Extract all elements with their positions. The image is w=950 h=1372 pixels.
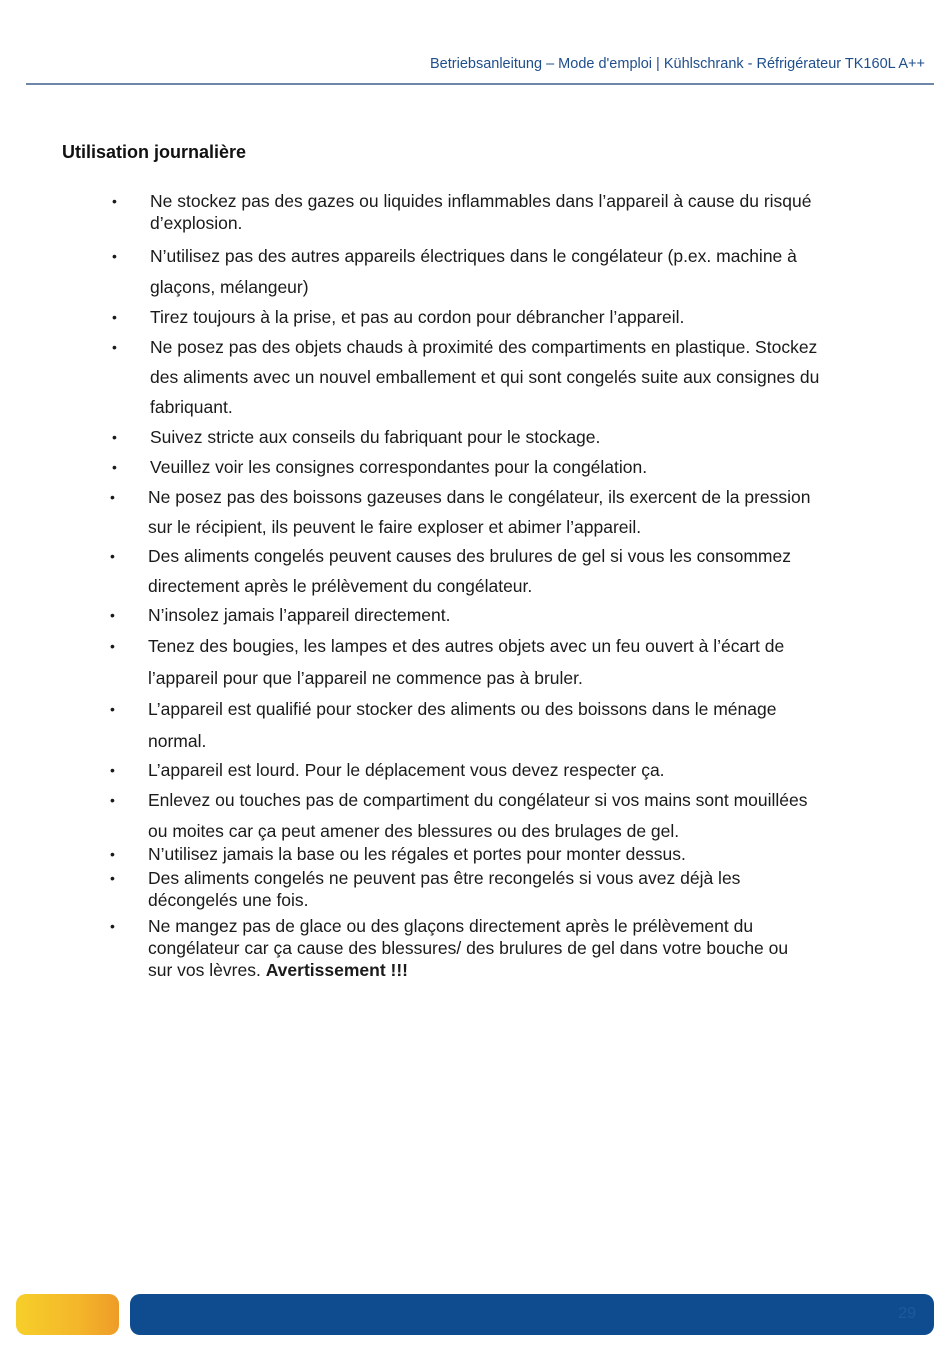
section-title: Utilisation journalière [62,142,247,162]
bullet-item [112,452,648,482]
bullet-line: Ne posez pas des boissons gazeuses dans le congélateur, ils exercent de la pression [148,487,811,507]
bullet-item [110,600,451,630]
bullet-line: sur le récipient, ils peuvent le faire exploser et abimer l’appareil. [148,517,642,537]
bullet-line: Suivez stricte aux conseils du fabriquant pour le stockage. [150,427,601,447]
bullet-dot-icon: • [110,489,115,505]
bullet-line: Ne posez pas des objets chauds à proximité des compartiments en plastique. Stockez [150,337,818,357]
bullet-item [110,482,811,542]
bullet-line: Enlevez ou touches pas de compartiment du congélateur si vos mains sont mouillées [148,790,808,810]
bullet-dot-icon: • [112,339,117,355]
bullet-item [110,867,741,911]
bullet-dot-icon: • [112,459,117,475]
bullet-line: L’appareil est qualifié pour stocker des aliments ou des boissons dans le ménage [148,699,777,719]
bullet-dot-icon: • [110,762,115,778]
bullet-item [112,332,820,422]
bullet-line: des aliments avec un nouvel emballement et qui sont congelés suite aux consignes du [150,367,820,387]
bullet-line: glaçons, mélangeur) [150,277,309,297]
running-header: Betriebsanleitung – Mode d'emploi | Kühlschrank - Réfrigérateur TK160L A++ [430,56,925,72]
bullet-line: Tirez toujours à la prise, et pas au cordon pour débrancher l’appareil. [150,307,685,327]
bullet-item [112,190,812,234]
bullet-dot-icon: • [110,792,115,808]
bullet-item [112,302,685,332]
bullet-line: Ne mangez pas de glace ou des glaçons directement après le prélèvement du [148,916,754,936]
bullet-line: N’utilisez jamais la base ou les régales et portes pour monter dessus. [148,844,686,864]
bullet-line: congélateur car ça cause des blessures/ des brulures de gel dans votre bouche ou [148,938,789,958]
bullet-line: sur vos lèvres. Avertissement !!! [148,960,408,980]
footer-accent-block [16,1294,119,1335]
bullet-dot-icon: • [110,701,115,717]
bullet-dot-icon: • [112,193,117,209]
bullet-dot-icon: • [110,846,115,862]
bullet-dot-icon: • [110,638,115,654]
bullet-item [110,843,686,865]
bullet-line: N’utilisez pas des autres appareils électriques dans le congélateur (p.ex. machine à [150,246,797,266]
bullet-line: L’appareil est lourd. Pour le déplacement vous devez respecter ça. [148,760,665,780]
bullet-line: Tenez des bougies, les lampes et des autres objets avec un feu ouvert à l’écart de [148,636,785,656]
warning-emphasis: Avertissement !!! [265,960,408,980]
bullet-line: décongelés une fois. [148,890,309,910]
bullet-line: directement après le prélèvement du congélateur. [148,576,533,596]
bullet-item [112,241,797,303]
bullet-dot-icon: • [110,548,115,564]
bullet-line: d’explosion. [150,213,243,233]
bullet-dot-icon: • [112,248,117,264]
bullet-line: Des aliments congelés peuvent causes des brulures de gel si vous les consommez [148,546,791,566]
bullet-dot-icon: • [110,607,115,623]
bullet-item [110,755,665,785]
bullet-line: fabriquant. [150,397,233,417]
bullet-dot-icon: • [110,870,115,886]
bullet-line: ou moites car ça peut amener des blessures ou des brulages de gel. [148,821,680,841]
bullet-item [112,422,601,452]
bullet-dot-icon: • [112,309,117,325]
bullet-item [110,541,791,601]
bullet-line: N’insolez jamais l’appareil directement. [148,605,451,625]
bullet-line: Veuillez voir les consignes correspondantes pour la congélation. [150,457,648,477]
bullet-line: Des aliments congelés ne peuvent pas être recongelés si vous avez déjà les [148,868,741,888]
bullet-item [110,785,808,847]
bullet-item [110,693,777,757]
bullet-item [110,915,789,981]
page-number: 29 [898,1305,916,1322]
bullet-line: l’appareil pour que l’appareil ne commence pas à bruler. [148,668,583,688]
bullet-item [110,630,785,694]
bullet-line: normal. [148,731,207,751]
bullet-dot-icon: • [112,429,117,445]
bullet-line: Ne stockez pas des gazes ou liquides inflammables dans l’appareil à cause du risqué [150,191,812,211]
bullet-dot-icon: • [110,918,115,934]
footer-bar [130,1294,934,1335]
header-divider [26,83,934,85]
